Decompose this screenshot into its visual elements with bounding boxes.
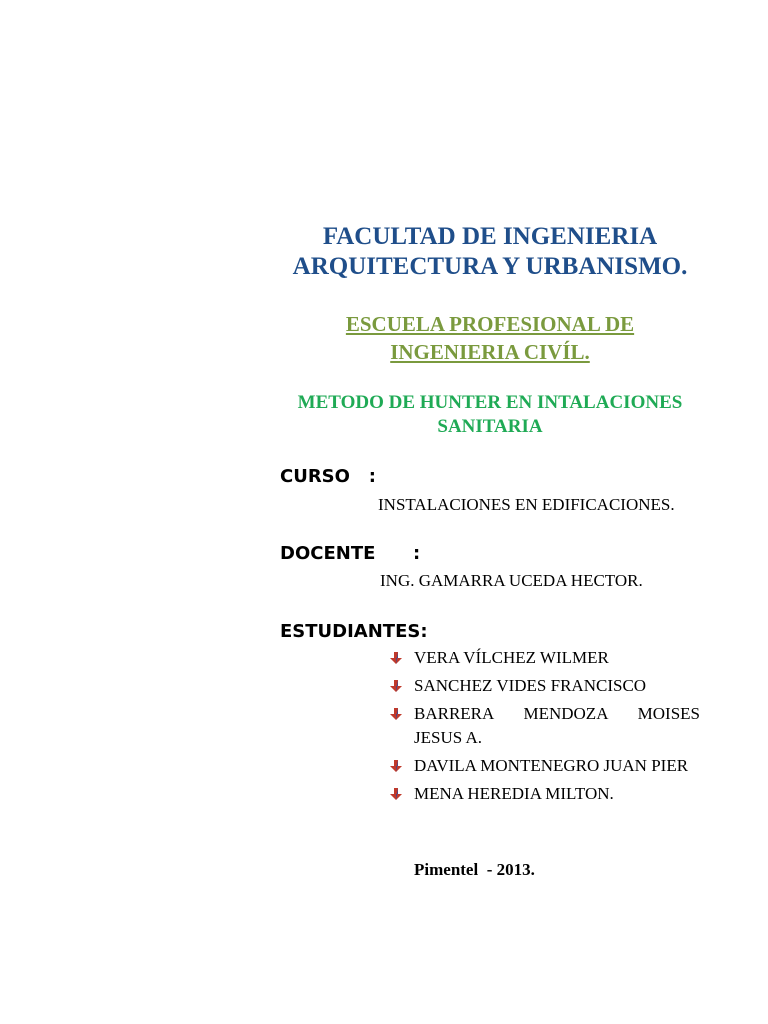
- arrow-bullet-icon: [390, 760, 402, 772]
- list-item: [386, 646, 700, 670]
- list-item: [386, 674, 700, 698]
- list-item: [386, 702, 700, 750]
- topic-title-line-2: SANITARIA: [437, 416, 543, 437]
- student-name: DAVILA MONTENEGRO JUAN PIER: [414, 756, 689, 775]
- student-name: BARRERA MENDOZA MOISES JESUS A.: [414, 704, 700, 747]
- school-title: [250, 310, 730, 366]
- students-label: ESTUDIANTES:: [280, 621, 428, 642]
- list-item: [386, 754, 700, 778]
- student-name: SANCHEZ VIDES FRANCISCO: [414, 676, 647, 695]
- arrow-bullet-icon: [390, 708, 402, 720]
- faculty-title-line-2: ARQUITECTURA Y URBANISMO.: [292, 253, 688, 280]
- school-title-line-2: INGENIERIA CIVÍL.: [390, 340, 590, 364]
- topic-title: [250, 391, 730, 439]
- faculty-title-line-1: FACULTAD DE INGENIERIA: [322, 223, 658, 250]
- faculty-title: [250, 222, 730, 282]
- teacher-label: DOCENTE :: [280, 543, 421, 564]
- school-title-line-1: ESCUELA PROFESIONAL DE: [345, 312, 635, 336]
- arrow-bullet-icon: [390, 652, 402, 664]
- course-label: CURSO :: [280, 466, 376, 487]
- students-list: [386, 646, 700, 810]
- course-value: INSTALACIONES EN EDIFICACIONES.: [378, 495, 675, 514]
- arrow-bullet-icon: [390, 680, 402, 692]
- student-name: VERA VÍLCHEZ WILMER: [414, 648, 609, 667]
- list-item: [386, 782, 700, 806]
- arrow-bullet-icon: [390, 788, 402, 800]
- teacher-value: ING. GAMARRA UCEDA HECTOR.: [380, 571, 643, 590]
- place-date: Pimentel - 2013.: [414, 860, 535, 879]
- topic-title-line-1: METODO DE HUNTER EN INTALACIONES: [297, 392, 683, 413]
- student-name: MENA HEREDIA MILTON.: [414, 784, 614, 803]
